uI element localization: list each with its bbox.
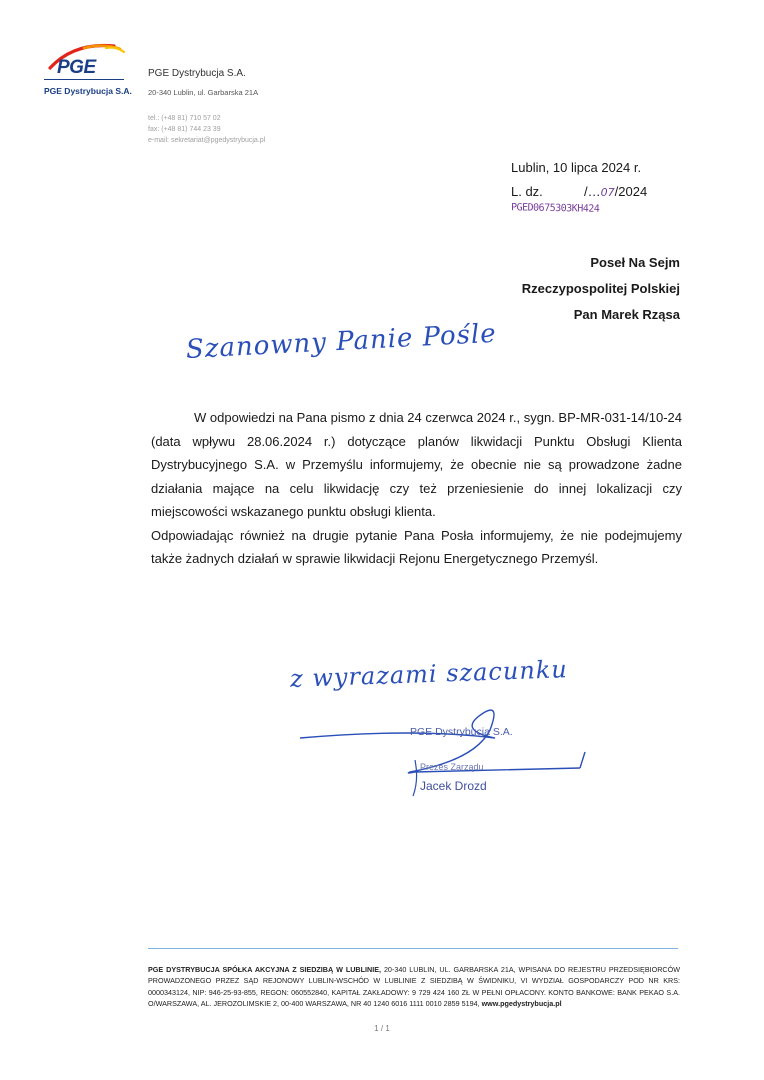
sender-contacts	[148, 113, 265, 146]
company-logo	[44, 40, 130, 100]
footer-divider	[148, 948, 678, 949]
sender-tel: tel.: (+48 81) 710 57 02	[148, 115, 221, 122]
page-number: 1 / 1	[374, 1024, 390, 1033]
recipient-line-1: Poseł Na Sejm	[590, 255, 680, 270]
footer-company: PGE DYSTRYBUCJA SPÓŁKA AKCYJNA Z SIEDZIBĄ W LUBLINIE,	[148, 965, 381, 974]
ref-prefix: L. dz.	[511, 184, 543, 199]
footer-text: 20-340 LUBLIN, UL. GARBARSKA 21A, WPISANA DO REJESTRU PRZEDSIĘBIORCÓW PROWADZONEGO PRZEZ SĄD REJONOWY LUBLIN-WSCHÓD W LUBLINIE Z SIEDZIBĄ W ŚWIDNIKU, VI WYDZIAŁ GOSPODARCZY POD NR KRS: 0000343124, NIP: 946-25-93-855, REGON: 060552840, KAPITAŁ ZAKŁADOWY: 9 729 424 160 ZŁ W PEŁNI OPŁACONY. KONTO BANKOWE: BANK PEKAO S.A. O/WARSZAWA, AL. JEROZOLIMSKIE 2, 00-400 WARSZAWA, NR 40 1240 6016 1111 0010 2859 5194,	[148, 965, 680, 1009]
logo-divider	[44, 79, 124, 80]
letter-date: Lublin, 10 lipca 2024 r.	[511, 160, 642, 175]
footer-website: www.pgedystrybucja.pl	[481, 999, 562, 1009]
ref-handwritten-number: 07	[600, 186, 615, 199]
body-paragraph-2: Odpowiadając również na drugie pytanie Pana Posła informujemy, że nie podejmujemy także żadnych działań w sprawie likwidacji Rejonu Energetycznego Przemyśl.	[151, 527, 682, 566]
recipient-line-2: Rzeczypospolitej Polskiej	[521, 281, 680, 296]
sender-email: e-mail: sekretariat@pgedystrybucja.pl	[148, 137, 266, 144]
logo-wordmark: PGE	[57, 57, 96, 78]
sender-fax: fax: (+48 81) 744 23 39	[148, 126, 221, 133]
handwritten-salutation: Szanowny Panie Pośle	[185, 318, 498, 365]
registry-stamp-code: PGED0675303KH424	[510, 202, 600, 215]
ref-middle: /…	[584, 184, 601, 199]
handwritten-closing: z wyrazami szacunku	[289, 655, 569, 693]
stamp-person: Jacek Drozd	[420, 779, 487, 793]
logo-caption: PGE Dystrybucja S.A.	[44, 86, 132, 96]
body-paragraph-1: W odpowiedzi na Pana pismo z dnia 24 czerwca 2024 r., sygn. BP-MR-031-14/10-24 (data wpływu 28.06.2024 r.) dotyczące planów likwidacji Punktu Obsługi Klienta Dystrybucyjnego S.A. w Przemyślu informujemy, że obecnie nie są prowadzone żadne działania mające na celu likwidację czy też przeniesienie do innej lokalizacji czy miejscowości wskazanego punktu obsługi klienta.	[151, 410, 682, 519]
sender-address: 20-340 Lublin, ul. Garbarska 21A	[148, 88, 259, 97]
recipient-line-3: Pan Marek Rząsa	[573, 307, 680, 322]
footer-legal	[148, 964, 680, 1010]
reference-number	[511, 184, 647, 199]
sender-block	[148, 68, 265, 146]
stamp-company: PGE Dystrybucja S.A.	[410, 726, 513, 738]
sender-name: PGE Dystrybucja S.A.	[148, 68, 246, 79]
ref-suffix: /2024	[614, 184, 648, 199]
letter-body	[151, 406, 682, 571]
stamp-role: Prezes Zarządu	[420, 762, 484, 772]
